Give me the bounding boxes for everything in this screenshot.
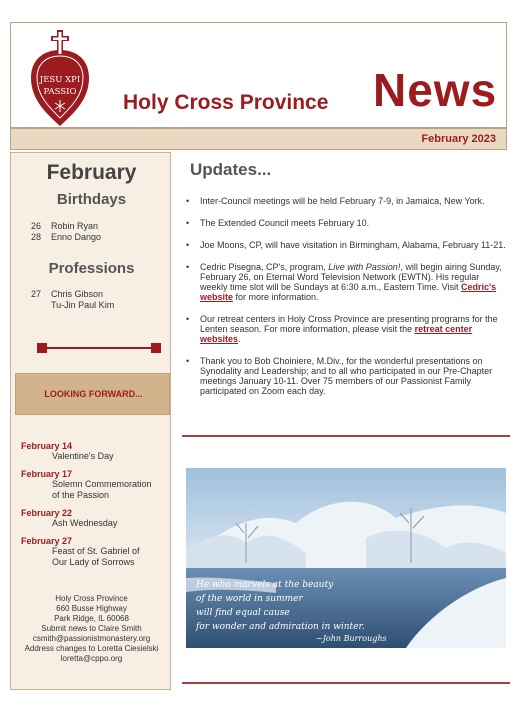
issue-date: February 2023 bbox=[421, 133, 496, 145]
event-item bbox=[21, 536, 140, 568]
sidebar-month: February bbox=[46, 161, 137, 184]
birthday-name: Robin Ryan bbox=[51, 221, 99, 231]
address-line: 660 Busse Highway bbox=[56, 604, 127, 613]
profession-day bbox=[31, 300, 51, 311]
event-desc: Ash Wednesday bbox=[52, 518, 118, 528]
quote-line: of the world in summer bbox=[196, 594, 303, 604]
address-line: Holy Cross Province bbox=[55, 594, 128, 603]
list-item bbox=[31, 300, 114, 311]
passionist-emblem-icon bbox=[27, 28, 93, 128]
profession-name: Chris Gibson bbox=[51, 289, 104, 299]
professions-list bbox=[31, 289, 114, 311]
address-line: Park Ridge, IL 60068 bbox=[54, 614, 129, 623]
bullet-icon: • bbox=[186, 314, 190, 324]
divider bbox=[182, 682, 510, 684]
email-link[interactable]: csmith@passionistmonastery.org bbox=[32, 634, 151, 643]
event-desc: Feast of St. Gabriel of bbox=[52, 546, 140, 556]
update-text: Thank you to Bob Choiniere, M.Div., for the wonderful presentations on Synodality and Leadership; and to all who participated in our Pre-Chapter meetings January 10-11. Over 75 members of our Passionist Family participated on Zoom each day. bbox=[200, 356, 493, 396]
birthday-day: 28 bbox=[31, 232, 42, 242]
looking-forward-banner bbox=[15, 373, 170, 415]
quote-line: for wonder and admiration in winter. bbox=[196, 622, 365, 632]
update-text: Cedric Pisegna, CP's, program, bbox=[200, 262, 329, 272]
updates-list bbox=[186, 196, 506, 408]
profession-name: Tu-Jin Paul Kim bbox=[51, 300, 115, 310]
date-bar bbox=[10, 128, 507, 150]
list-item bbox=[186, 240, 506, 250]
bullet-icon: • bbox=[186, 240, 190, 250]
emblem-text-top: JESU XPI bbox=[39, 75, 81, 85]
update-text: Joe Moons, CP, will have visitation in Birmingham, Alabama, February 11-21. bbox=[200, 240, 506, 250]
retreat-center-link[interactable]: retreat center websites bbox=[200, 324, 473, 344]
professions-heading: Professions bbox=[48, 260, 135, 277]
photo-quote bbox=[196, 578, 365, 634]
updates-heading: Updates... bbox=[190, 160, 272, 179]
update-text: for more information. bbox=[233, 292, 319, 302]
event-desc-cont: of the Passion bbox=[52, 490, 110, 500]
update-text: The Extended Council meets February 10. bbox=[200, 218, 370, 228]
quote-author: ~John Burroughs bbox=[316, 634, 387, 643]
list-item bbox=[186, 218, 506, 228]
bullet-icon: • bbox=[186, 218, 190, 228]
looking-forward-label: LOOKING FORWARD... bbox=[44, 389, 143, 399]
event-date: February 22 bbox=[21, 508, 73, 518]
divider bbox=[182, 435, 510, 437]
event-item bbox=[21, 469, 152, 501]
event-desc: Valentine's Day bbox=[52, 451, 114, 461]
list-item bbox=[31, 232, 101, 243]
profession-day: 27 bbox=[31, 289, 42, 299]
emblem-text-bottom: PASSIO bbox=[43, 87, 77, 97]
event-date: February 14 bbox=[21, 441, 73, 451]
list-item bbox=[186, 196, 506, 206]
event-desc-cont: Our Lady of Sorrows bbox=[52, 557, 135, 567]
birthdays-list bbox=[31, 221, 101, 243]
quote-line: He who marvels at the beauty bbox=[196, 580, 334, 590]
bullet-icon: • bbox=[186, 196, 190, 206]
event-date: February 17 bbox=[21, 469, 73, 479]
bullet-icon: • bbox=[186, 356, 190, 366]
event-date: February 27 bbox=[21, 536, 73, 546]
masthead bbox=[10, 22, 507, 128]
bullet-icon: • bbox=[186, 262, 190, 272]
event-item bbox=[21, 508, 117, 529]
list-item bbox=[31, 289, 114, 300]
list-item bbox=[186, 356, 506, 396]
update-text: Inter-Council meetings will be held February 7-9, in Jamaica, New York. bbox=[200, 196, 485, 206]
event-desc: Solemn Commemoration bbox=[52, 479, 152, 489]
address-line: Submit news to Claire Smith bbox=[41, 624, 142, 633]
update-text: , will begin airing Sunday, February 26, on Eternal Word Television Network (EWTN). His regular weekly time slot will be Sundays at 6:30 a.m., Eastern Time. Visit bbox=[200, 262, 502, 292]
news-title: News bbox=[373, 64, 498, 116]
list-item bbox=[186, 262, 506, 302]
list-item bbox=[31, 221, 101, 232]
birthday-day: 26 bbox=[31, 221, 42, 231]
program-title: Live with Passion! bbox=[328, 262, 401, 272]
divider bbox=[37, 343, 161, 353]
cedric-website-link[interactable]: Cedric's website bbox=[200, 282, 497, 302]
email-link[interactable]: loretta@cppo.org bbox=[60, 654, 123, 663]
province-title: Holy Cross Province bbox=[123, 91, 329, 114]
update-text: . bbox=[238, 334, 241, 344]
birthday-name: Enno Dango bbox=[51, 232, 102, 242]
update-text: Our retreat centers in Holy Cross Province are presenting programs for the Lenten season. For more information, please visit the bbox=[200, 314, 498, 334]
birthdays-heading: Birthdays bbox=[56, 191, 127, 208]
address-line: Address changes to Loretta Ciesielski bbox=[24, 644, 159, 653]
sidebar bbox=[10, 152, 171, 690]
event-item bbox=[21, 441, 114, 462]
list-item bbox=[186, 314, 506, 344]
contact-address bbox=[11, 594, 172, 664]
quote-line: will find equal cause bbox=[196, 608, 290, 618]
